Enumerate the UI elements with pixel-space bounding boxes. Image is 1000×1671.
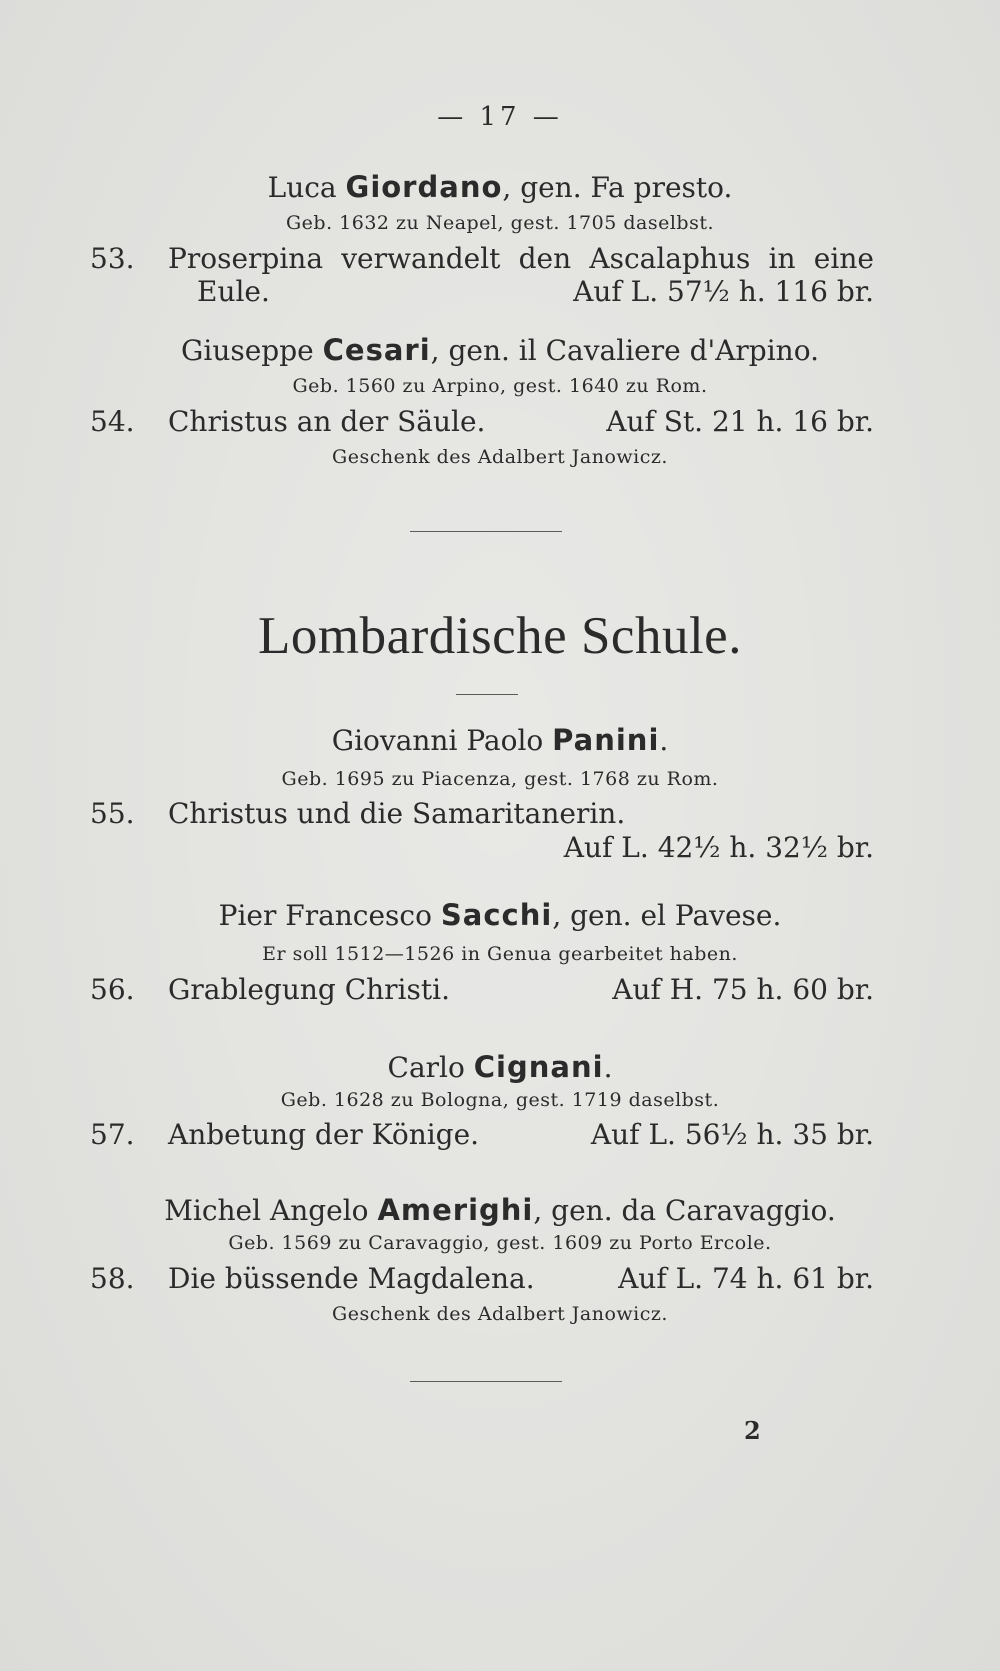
artist-suffix: , gen. el Pavese. <box>552 899 782 932</box>
artist-heading-giordano <box>0 170 1000 204</box>
page-number: — 17 — <box>437 102 563 132</box>
entry-title-word: Ascalaphus <box>589 242 751 275</box>
section-divider <box>410 1381 562 1382</box>
catalog-entry-56 <box>0 973 1000 1007</box>
entry-number: 57. <box>90 1118 135 1151</box>
entry-number: 54. <box>90 405 135 438</box>
entry-title-word: verwandelt <box>341 242 501 275</box>
artist-suffix: , gen. il Cavaliere d'Arpino. <box>430 334 819 367</box>
catalog-entry-53 <box>0 242 1000 276</box>
artist-first-name: Pier Francesco <box>218 899 432 932</box>
signature-mark: 2 <box>744 1416 761 1445</box>
artist-heading-cesari <box>0 333 1000 367</box>
section-divider <box>410 531 562 532</box>
artist-first-name: Giovanni Paolo <box>331 724 544 757</box>
entry-dimensions: Auf St. 21 h. 16 br. <box>606 405 874 438</box>
artist-life-dates: Er soll 1512—1526 in Genua gearbeitet haben. <box>262 943 738 965</box>
entry-title-word: in <box>768 242 796 275</box>
section-heading: Lombardische Schule. <box>258 607 742 665</box>
entry-number: 53. <box>90 242 135 275</box>
artist-first-name: Carlo <box>387 1051 465 1084</box>
entry-dimensions: Auf H. 75 h. 60 br. <box>612 973 874 1006</box>
heading-underline <box>456 694 518 695</box>
entry-title: Anbetung der Könige. <box>168 1118 480 1151</box>
catalog-entry-55-continued <box>0 831 1000 865</box>
catalog-entry-53-continued <box>0 275 1000 309</box>
artist-surname: Giordano <box>345 170 503 204</box>
artist-life-dates: Geb. 1569 zu Caravaggio, gest. 1609 zu Porto Ercole. <box>228 1232 772 1254</box>
catalog-entry-54 <box>0 405 1000 439</box>
artist-suffix: . <box>603 1051 613 1084</box>
entry-dimensions: Auf L. 74 h. 61 br. <box>618 1262 874 1295</box>
artist-suffix: , gen. Fa presto. <box>502 171 733 204</box>
artist-life-dates: Geb. 1560 zu Arpino, gest. 1640 zu Rom. <box>292 375 708 397</box>
entry-title-word: den <box>518 242 572 275</box>
entry-number: 56. <box>90 973 135 1006</box>
entry-title: Die büssende Magdalena. <box>168 1262 535 1295</box>
entry-number: 58. <box>90 1262 135 1295</box>
artist-life-dates: Geb. 1628 zu Bologna, gest. 1719 daselbst. <box>280 1089 720 1111</box>
entry-dimensions: Auf L. 56½ h. 35 br. <box>590 1118 874 1151</box>
entry-title-word: eine <box>813 242 874 275</box>
artist-surname: Panini <box>552 723 660 757</box>
artist-suffix: , gen. da Caravaggio. <box>533 1194 836 1227</box>
entry-provenance-note: Geschenk des Adalbert Janowicz. <box>332 446 668 468</box>
artist-first-name: Luca <box>267 171 337 204</box>
entry-title: Grablegung Christi. <box>168 973 450 1006</box>
artist-heading-sacchi <box>0 898 1000 932</box>
entry-dimensions: Auf L. 42½ h. 32½ br. <box>563 831 874 864</box>
artist-life-dates: Geb. 1695 zu Piacenza, gest. 1768 zu Rom. <box>281 768 719 790</box>
entry-dimensions: Auf L. 57½ h. 116 br. <box>573 275 874 308</box>
artist-surname: Amerighi <box>377 1193 534 1227</box>
artist-life-dates: Geb. 1632 zu Neapel, gest. 1705 daselbst. <box>285 212 715 234</box>
artist-surname: Cesari <box>322 333 431 367</box>
entry-title: Christus und die Samaritanerin. <box>168 797 626 830</box>
entry-title-line2: Eule. <box>197 275 270 308</box>
artist-first-name: Michel Angelo <box>164 1194 369 1227</box>
catalog-entry-58 <box>0 1262 1000 1296</box>
entry-title-word: Proserpina <box>168 242 324 275</box>
entry-title-line1 <box>168 242 874 275</box>
catalog-entry-55 <box>0 797 1000 831</box>
artist-heading-panini <box>0 723 1000 757</box>
entry-number: 55. <box>90 797 135 830</box>
artist-surname: Cignani <box>473 1050 604 1084</box>
artist-first-name: Giuseppe <box>181 334 314 367</box>
artist-suffix: . <box>659 724 669 757</box>
artist-surname: Sacchi <box>440 898 553 932</box>
entry-provenance-note: Geschenk des Adalbert Janowicz. <box>332 1303 668 1325</box>
entry-title: Christus an der Säule. <box>168 405 486 438</box>
artist-heading-amerighi <box>0 1193 1000 1227</box>
artist-heading-cignani <box>0 1050 1000 1084</box>
catalog-entry-57 <box>0 1118 1000 1152</box>
